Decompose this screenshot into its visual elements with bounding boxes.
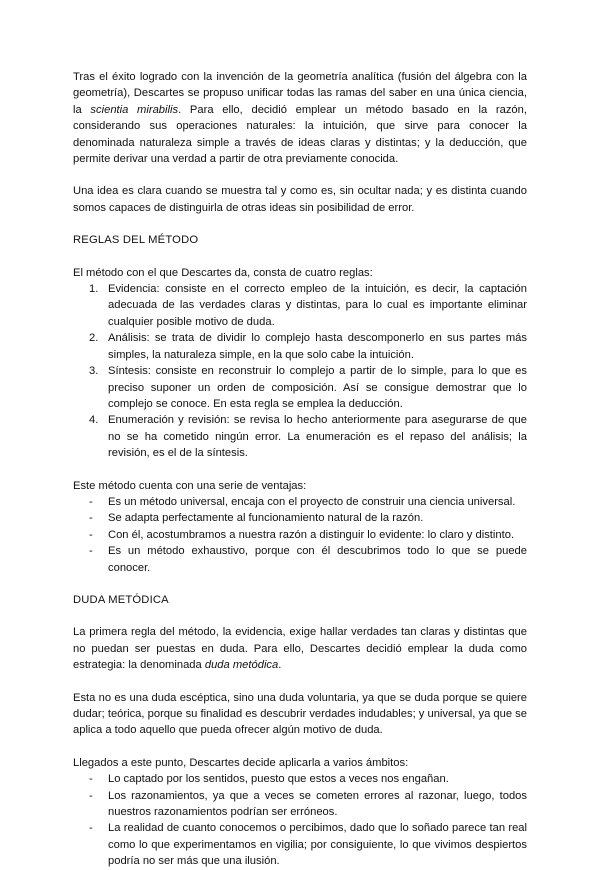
intro-text-b: . Para ello, decidió emplear un método basado en la razón, considerando sus operaciones naturales: la intuición, que sirve para conocer la denominada naturaleza simple a través de ideas claras y distintas; y la deducción, que permite derivar una verdad a partir de otra previamente conocida.	[73, 103, 527, 166]
ventaja-text: Es un método exhaustivo, porque con él descubrimos todo lo que se puede conocer.	[108, 545, 527, 574]
duda-text-b: .	[278, 659, 282, 672]
bullet-dash: -	[89, 545, 93, 558]
duda-text-a: La primera regla del método, la evidencia, exige hallar verdades tan claras y distintas que no puedan ser puestas en duda. Para ello, Descartes decidió emplear la duda como estrategia: la denominada	[73, 626, 527, 672]
reglas-lead: El método con el que Descartes da, consta de cuatro reglas:	[73, 266, 373, 279]
bullet-dash: -	[89, 495, 93, 508]
intro-text-a: Tras el éxito logrado con la invención de la geometría analítica (fusión del álgebra con la geometría), Descartes se propuso unificar todas las ramas del saber en una única ciencia, la	[73, 71, 527, 116]
duda-metodica-term: duda metódica	[204, 659, 279, 672]
regla-text: Síntesis: consiste en reconstruir lo complejo a partir de lo simple, para lo que es preciso suponer un orden de composición. Así se consigue demostrar que lo complejo se conoce. En esta regla se emplea la deducción.	[108, 365, 527, 410]
scientia-mirabilis-term: scientia mirabilis	[90, 103, 179, 116]
ambito-text: Los razonamientos, ya que a veces se cometen errores al razonar, luego, todos nuestros razonamientos podrían ser erróneos.	[108, 789, 527, 819]
duda-paragraph-2: Esta no es una duda escéptica, sino una duda voluntaria, ya que se duda porque se quiere dudar; teórica, porque su finalidad es descubrir verdades indudables; y universal, ya que se aplica a todo aquello que pueda ofrecer algún motivo de duda.	[73, 691, 527, 737]
ambitos-list	[73, 771, 527, 869]
intro-paragraph-2: Una idea es clara cuando se muestra tal y como es, sin ocultar nada; y es distinta cuando somos capaces de distinguirla de otras ideas sin posibilidad de error.	[73, 185, 527, 214]
bullet-dash: -	[89, 789, 93, 802]
section-heading-duda: DUDA METÓDICA	[73, 593, 169, 606]
ventaja-text: Se adapta perfectamente al funcionamiento natural de la razón.	[108, 512, 424, 525]
ventajas-list	[73, 494, 527, 576]
list-number: 1.	[89, 283, 99, 296]
ambito-item	[73, 820, 527, 869]
regla-text: Evidencia: consiste en el correcto empleo de la intuición, es decir, la captación adecuada de las verdades claras y distintas, para lo cual es importante eliminar cualquier posible motivo de duda.	[108, 283, 527, 328]
regla-item	[73, 281, 527, 330]
list-number: 4.	[89, 414, 99, 427]
ambito-text: La realidad de cuanto conocemos o percibimos, dado que lo soñado parece tan real como lo que experimentamos en vigilia; por consiguiente, lo que vivimos despiertos podría no ser más que una ilusión.	[108, 822, 527, 868]
ventajas-lead: Este método cuenta con una serie de ventajas:	[73, 479, 307, 492]
intro-paragraph-1	[73, 69, 527, 167]
ventaja-item	[73, 494, 527, 510]
ventaja-text: Con él, acostumbramos a nuestra razón a distinguir lo evidente: lo claro y distinto.	[108, 528, 515, 541]
section-heading-reglas: REGLAS DEL MÉTODO	[73, 234, 199, 247]
regla-text: Análisis: se trata de dividir lo complejo hasta descomponerlo en sus partes más simples, la naturaleza simple, en la que solo cabe la intuición.	[108, 332, 527, 361]
bullet-dash: -	[89, 528, 93, 541]
regla-item	[73, 412, 527, 461]
bullet-dash: -	[89, 512, 93, 525]
duda-paragraph-1	[73, 624, 527, 673]
ventaja-item	[73, 543, 527, 576]
ambito-item	[73, 771, 527, 787]
ambito-text: Lo captado por los sentidos, puesto que estos a veces nos engañan.	[108, 773, 449, 786]
list-number: 2.	[89, 332, 99, 345]
ambito-item	[73, 788, 527, 821]
regla-item	[73, 330, 527, 363]
regla-text: Enumeración y revisión: se revisa lo hecho anteriormente para asegurarse de que no se ha cometido ningún error. La enumeración es el repaso del análisis; la revisión, es el de la síntesis.	[108, 414, 527, 460]
ventaja-text: Es un método universal, encaja con el proyecto de construir una ciencia universal.	[108, 495, 516, 508]
bullet-dash: -	[89, 773, 93, 786]
ventaja-item	[73, 510, 527, 526]
reglas-list	[73, 281, 527, 461]
ventaja-item	[73, 527, 527, 543]
list-number: 3.	[89, 365, 99, 378]
ambitos-lead: Llegados a este punto, Descartes decide aplicarla a varios ámbitos:	[73, 756, 409, 769]
bullet-dash: -	[89, 822, 93, 835]
regla-item	[73, 363, 527, 412]
